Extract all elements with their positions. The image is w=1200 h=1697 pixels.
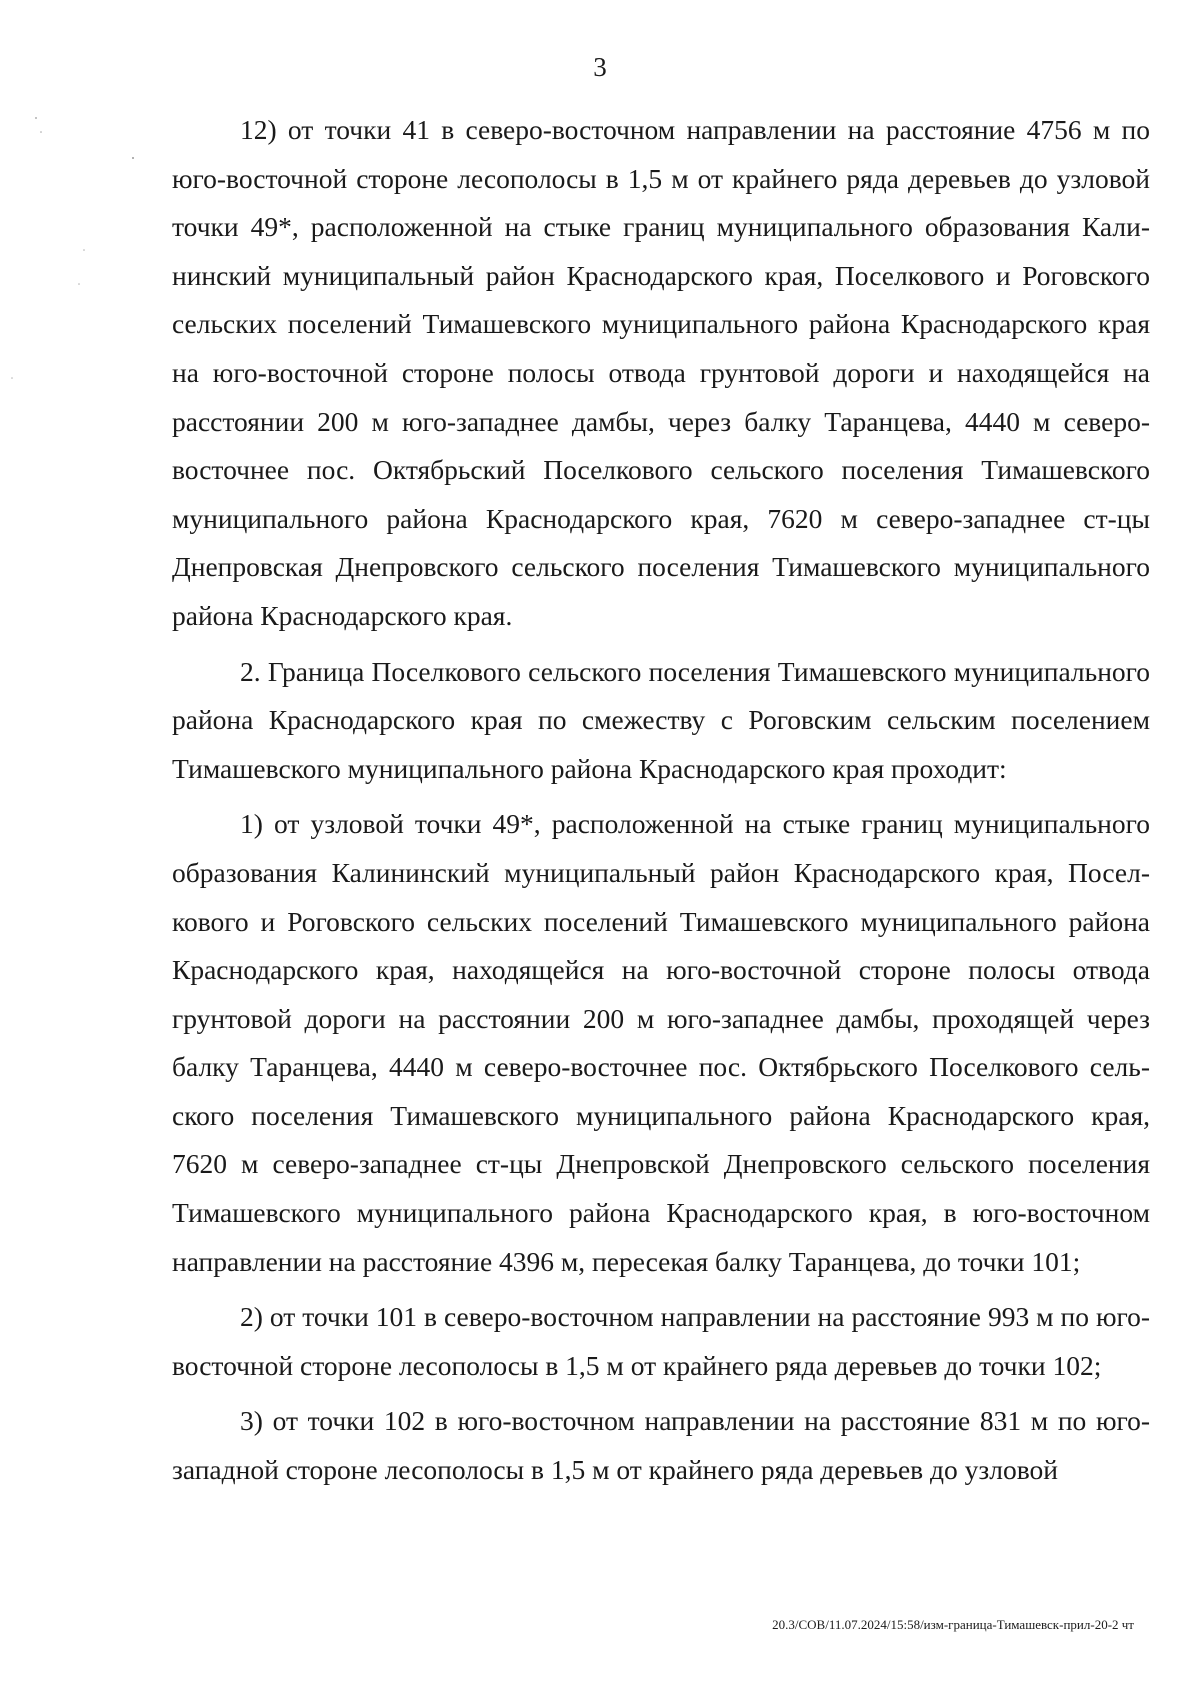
paragraph-point-2: 2) от точки 101 в северо-восточном направлении на расстояние 993 м по юго-восточной стороне лесополосы в 1,5 м от крайнего ряда деревьев до точки 102; [172,1301,1150,1381]
paragraph-point-1: 1) от узловой точки 49*, расположенной на стыке границ муниципального образования Калининский муниципальный район Краснодарского края, Поселкового и Роговского сельских поселений Тимашевского муниципального района Краснодарского края, находящейся на юго-восточной стороне полосы отвода грунтовой дороги на расстоянии 200 м юго-западнее дамбы, проходящей через балку Таранцева, 4440 м северо-восточнее пос. Октябрьского Поселкового сельского поселения Тимашевского муниципального района Краснодарского края, 7620 м северо-западнее ст-цы Днепровской Днепровского сельского поселения Тимашевского муниципального района Краснодарского края, в юго-восточном направлении на расстояние 4396 м, пересекая балку Таранцева, до точки 101; [172,808,1150,1277]
document-body [172,106,1150,1502]
page-number: 3 [593,52,607,82]
paragraph-point-3: 3) от точки 102 в юго-восточном направлении на расстояние 831 м по юго-западной стороне лесополосы в 1,5 м от крайнего ряда деревьев до узловой [172,1405,1150,1486]
paragraph-section-2: 2. Граница Поселкового сельского поселения Тимашевского муниципального района Краснодарского края по смежеству с Роговским сельским поселением Тимашевского муниципального района Краснодарского края проходит: [172,655,1150,784]
document-footer-code: 20.3/СОВ/11.07.2024/15:58/изм-граница-Тимашевск-прил-20-2 чт [772,1617,1134,1632]
paragraph-point-12: 12) от точки 41 в северо-восточном направлении на расстояние 4756 м по юго-восточной стороне лесополосы в 1,5 м от крайнего ряда деревьев до узловой точки 49*, расположенной на стыке границ муниципального образования Калининский муниципальный район Краснодарского края, Поселкового и Роговского сельских поселений Тимашевского муниципального района Краснодарского края на юго-восточной стороне полосы отвода грунтовой дороги и находящейся на расстоянии 200 м юго-западнее дамбы, через балку Таранцева, 4440 м северо-восточнее пос. Октябрьский Поселкового сельского поселения Тимашевского муниципального района Краснодарского края, 7620 м северо-западнее ст-цы Днепровская Днепровского сельского поселения Тимашевского муниципального района Краснодарского края. [172,114,1150,631]
